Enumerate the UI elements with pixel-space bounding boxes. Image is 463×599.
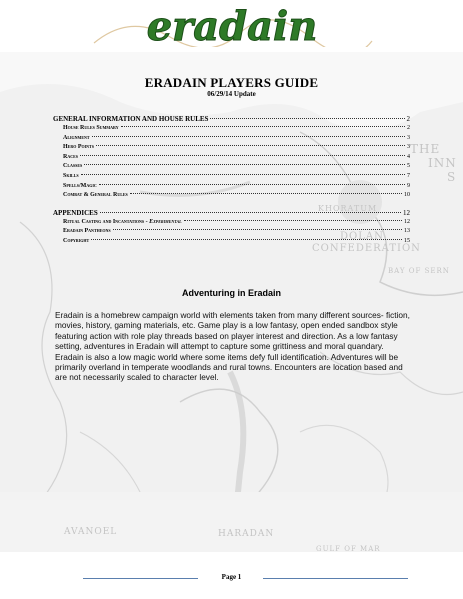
toc-label: Spells/Magic <box>63 182 97 189</box>
toc-label: Combat & General Rules <box>63 192 128 199</box>
toc-leader <box>80 155 405 156</box>
toc-leader <box>96 145 405 146</box>
toc-leader <box>130 193 402 194</box>
toc-label: Eradain Pantheons <box>63 228 111 235</box>
toc-entry-skills[interactable] <box>53 172 410 182</box>
toc-page: 2 <box>407 125 410 131</box>
toc-leader <box>99 184 405 185</box>
toc-page: 12 <box>404 218 410 225</box>
toc-leader <box>81 174 405 175</box>
toc-page: 15 <box>404 237 410 244</box>
document-subtitle: 06/29/14 Update <box>207 90 256 98</box>
document-title: ERADAIN PLAYERS GUIDE <box>144 75 319 90</box>
toc-entry-spells-magic[interactable] <box>53 182 410 192</box>
toc-leader <box>113 229 402 230</box>
footer-rule-right <box>263 578 408 579</box>
toc-label: Hero Points <box>63 144 94 151</box>
table-of-contents <box>53 113 410 247</box>
toc-entry-eradain-pantheons[interactable] <box>53 227 410 237</box>
toc-entry-ritual-casting[interactable] <box>53 218 410 228</box>
map-label-the: THE <box>410 142 441 156</box>
toc-entry-house-rules-summary[interactable] <box>53 124 410 134</box>
toc-label: House Rules Summary <box>63 125 119 131</box>
toc-page: 9 <box>407 182 410 189</box>
toc-page: 3 <box>407 144 410 151</box>
toc-page: 12 <box>403 208 410 217</box>
toc-leader <box>100 212 401 213</box>
toc-label: Classes <box>63 163 83 170</box>
toc-entry-races[interactable] <box>53 153 410 163</box>
toc-leader <box>92 136 405 137</box>
toc-label-experimental: Experimental <box>149 218 182 225</box>
toc-entry-alignment[interactable] <box>53 134 410 144</box>
map-label-dolan: DOLAN <box>340 231 384 242</box>
toc-label: Alignment <box>63 134 90 141</box>
toc-label: APPENDICES <box>53 208 98 217</box>
toc-leader <box>210 118 404 119</box>
toc-label: Races <box>63 153 79 160</box>
map-label-inn: INN <box>428 156 457 170</box>
toc-leader <box>91 239 402 240</box>
toc-label: GENERAL INFORMATION AND HOUSE RULES <box>53 115 209 123</box>
eradain-logo <box>90 3 375 47</box>
header-banner <box>0 0 463 52</box>
toc-entry-hero-points[interactable] <box>53 143 410 153</box>
toc-page: 10 <box>404 192 410 199</box>
toc-leader <box>121 126 405 127</box>
toc-page: 2 <box>406 115 410 123</box>
toc-entry-classes[interactable] <box>53 162 410 172</box>
toc-page: 4 <box>407 153 410 160</box>
map-label-khoratum: KHORATUM <box>318 204 378 213</box>
map-label-bay-of-sern: BAY OF SERN <box>388 267 450 275</box>
map-label-confederation: CONFEDERATION <box>312 243 421 254</box>
toc-entry-combat-general-rules[interactable] <box>53 191 410 201</box>
toc-entry-copyright[interactable] <box>53 237 410 247</box>
toc-leader <box>184 220 402 221</box>
toc-page: 13 <box>404 228 410 235</box>
toc-leader <box>84 164 405 165</box>
intro-paragraph: Eradain is a homebrew campaign world with elements taken from many different sources- fiction, movies, history, gaming materials, etc. Game play is a low fantasy, open ended sandbox style featuring action with role play threads based on player interest and direction. As a low fantasy setting, adventures in Eradain will attempt to capture some grittiness and moral quandary. Eradain is also a low magic world where some items defy full identification. Adventures will be primarily overland in temperate woodlands and rural towns. Encounters are location based and are not necessarily scaled to character level. <box>55 310 410 383</box>
toc-page: 5 <box>407 163 410 170</box>
toc-page: 7 <box>407 172 410 179</box>
logo-text: eradain <box>146 3 318 47</box>
map-label-avanoel: AVANOEL <box>64 527 118 537</box>
toc-entry-appendices[interactable] <box>53 208 410 218</box>
page-footer <box>0 568 463 590</box>
toc-label: Ritual Casting and Incantations - Experimental <box>63 218 182 225</box>
toc-label: Copyright <box>63 237 90 244</box>
map-label-s: S <box>447 170 457 184</box>
toc-entry-general-info[interactable] <box>53 114 410 124</box>
map-label-gulf-of-mar: GULF OF MAR <box>316 545 381 552</box>
page-number: Page 1 <box>221 573 242 581</box>
toc-page: 3 <box>407 134 410 141</box>
section-heading: Adventuring in Eradain <box>181 288 281 298</box>
map-label-haradan: HARADAN <box>218 529 275 539</box>
toc-label: Skills <box>63 172 79 179</box>
